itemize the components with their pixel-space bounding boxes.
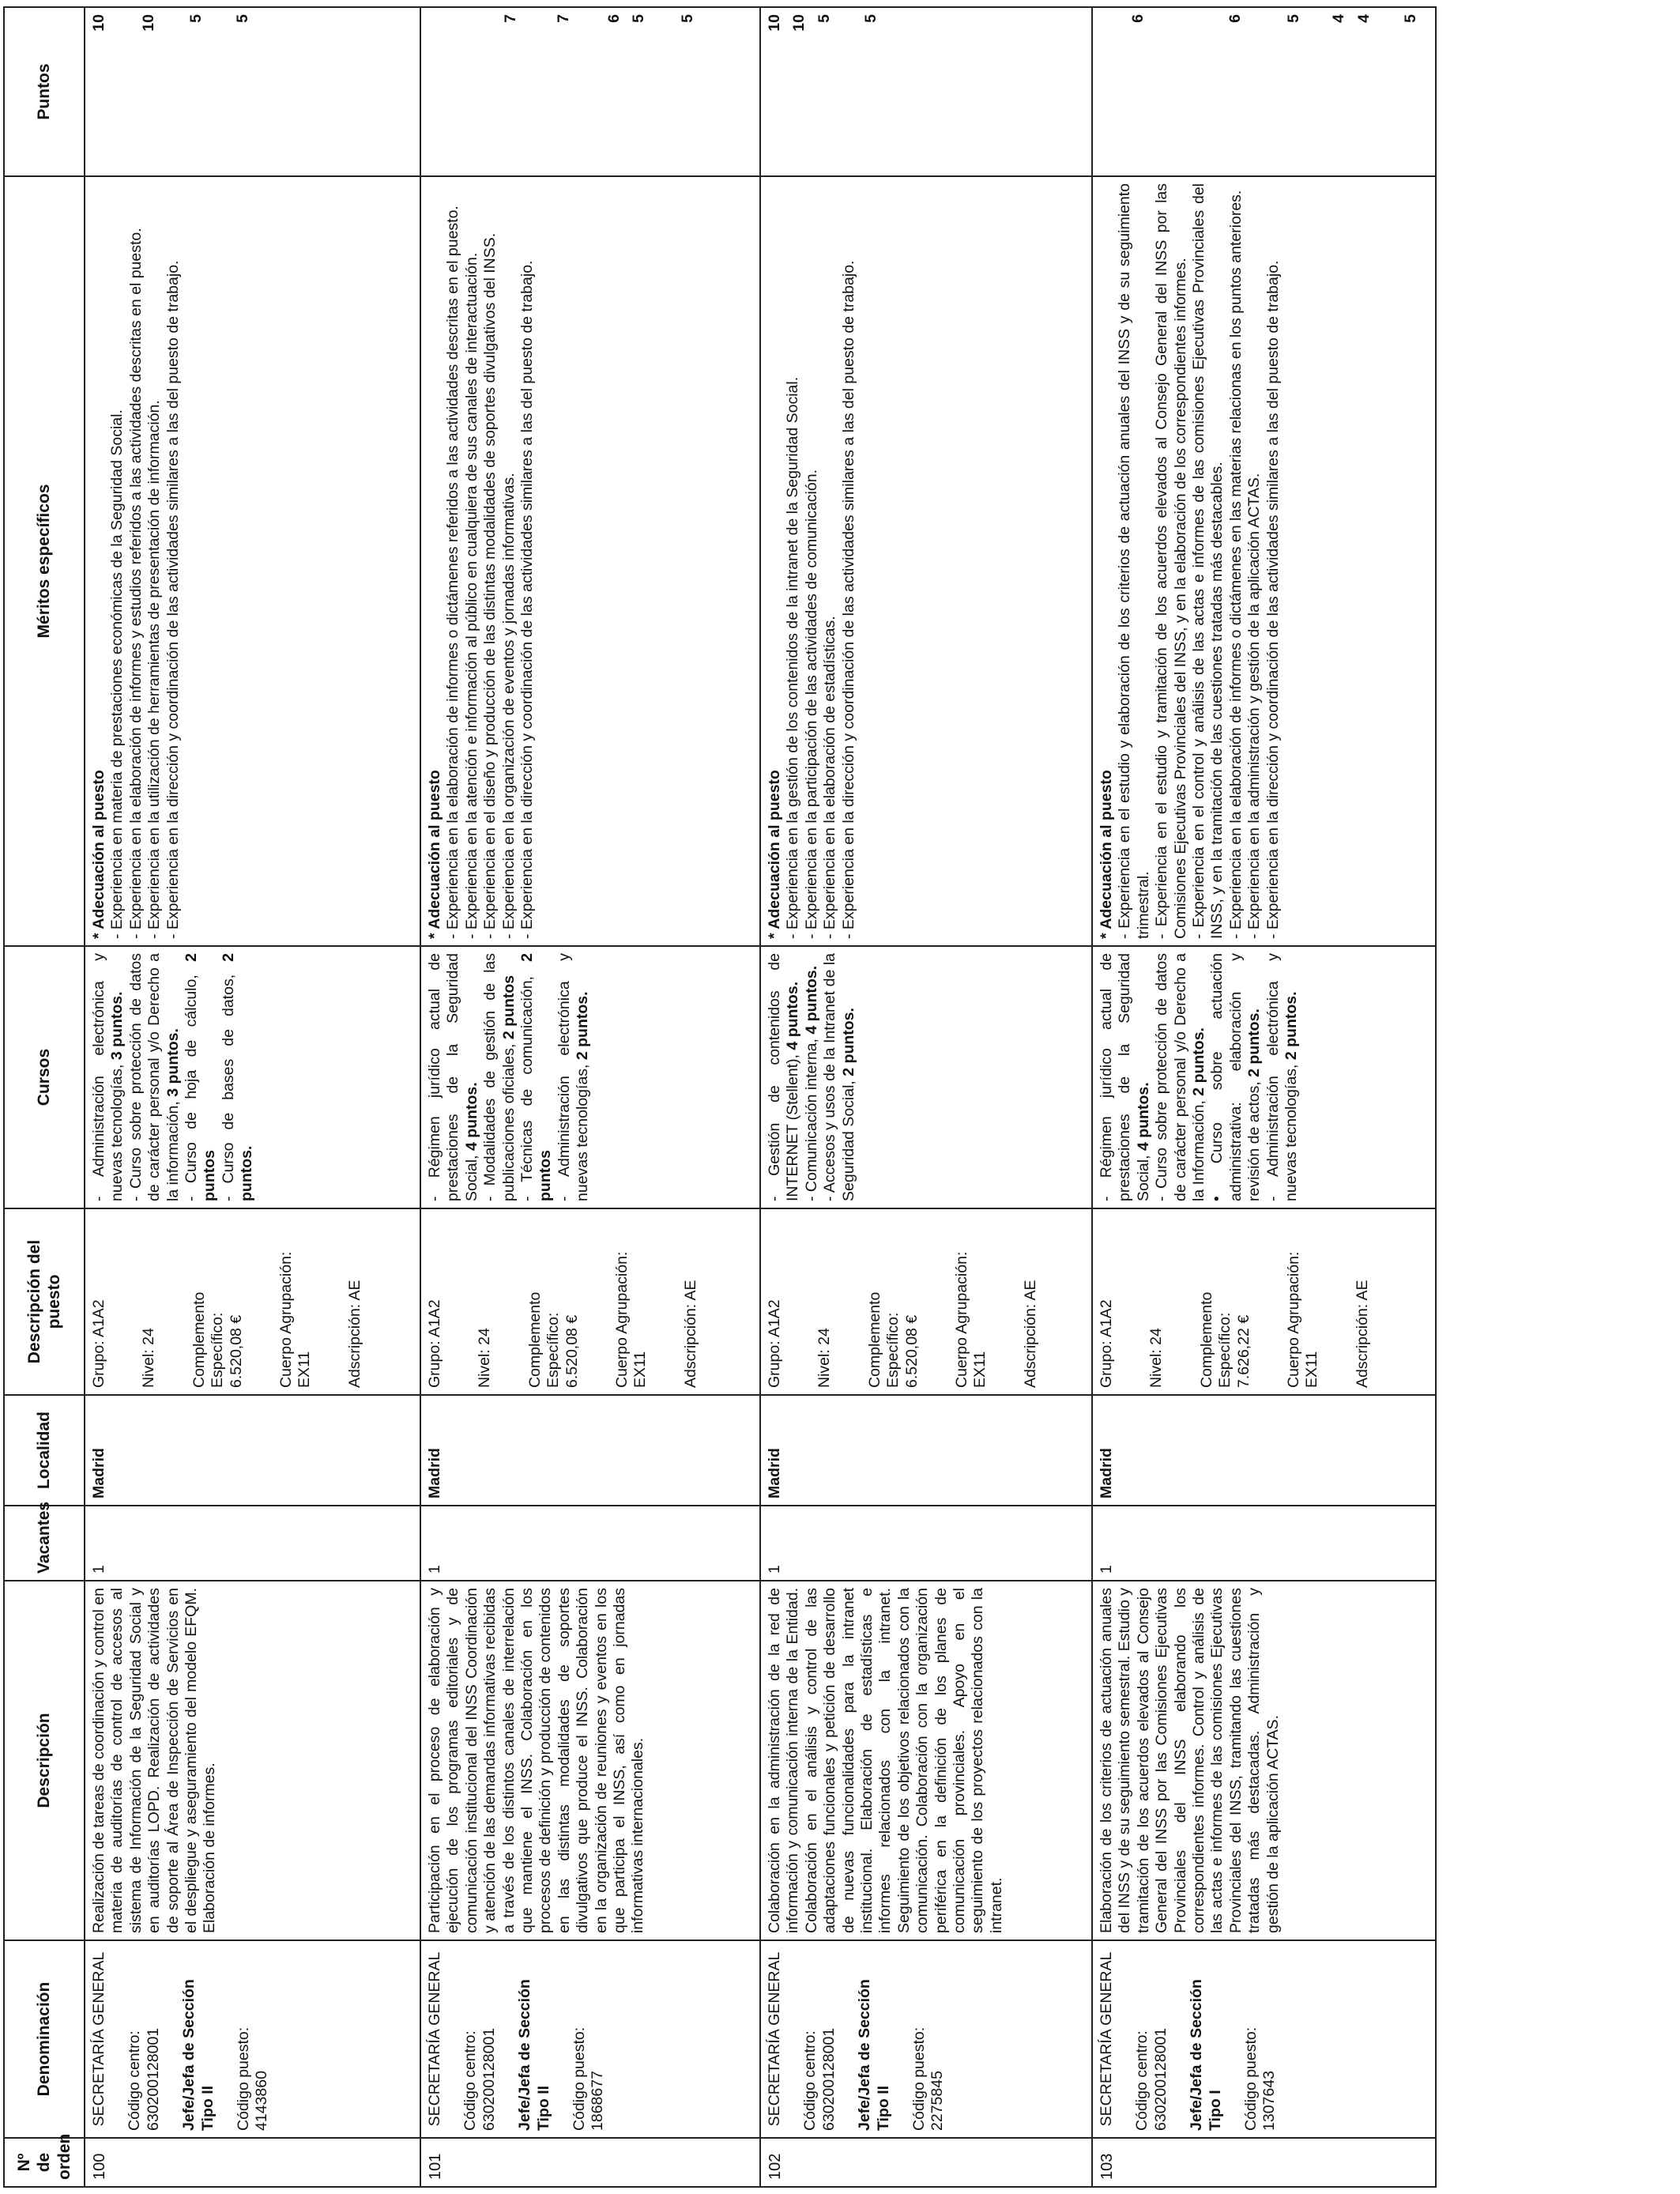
position-code: 4143860 xyxy=(253,2071,271,2131)
merit-points: 10 xyxy=(766,14,783,32)
center-code: 630200128001 xyxy=(819,2027,838,2131)
merit-item: - Experiencia en la dirección y coordinación de las actividades similares a las del puesto de trabajo. xyxy=(164,260,182,939)
merit-item: - Experiencia en el control y análisis de las actas e informes de las comisiones Ejecutivas Provinciales del INSS, y en la tramitación de las cuestiones tratadas más destacables. xyxy=(1189,183,1226,939)
merit-points: 6 xyxy=(605,14,623,23)
merit-item: - Experiencia en la elaboración de estadísticas. xyxy=(821,616,839,939)
unit-name: SECRETARÍA GENERAL xyxy=(90,1951,107,2127)
course-name: - Administración electrónica y nuevas tecnologías, xyxy=(90,953,126,1201)
course-points: 3 puntos. xyxy=(108,991,126,1061)
table-body xyxy=(85,7,1436,2187)
specific-complement: 6.520,08 € xyxy=(563,1314,581,1388)
spacer xyxy=(444,1947,461,2131)
center-code-label: Código centro: xyxy=(801,2030,819,2131)
table-row xyxy=(85,7,420,2187)
course-points: 4 puntos. xyxy=(802,965,820,1035)
course-points: 2 puntos. xyxy=(1282,991,1300,1061)
assignment: Adscripción: AE xyxy=(681,1280,699,1388)
course-name: - Régimen jurídico actual de prestaciones de la Seguridad Social, xyxy=(426,953,480,1201)
table-row xyxy=(420,7,760,2187)
course-name: - Curso de hoja de cálculo, xyxy=(182,961,200,1201)
spacer xyxy=(1322,1216,1354,1388)
spacer xyxy=(784,1947,801,2131)
description-cell: Elaboración de los criterios de actuación anuales del INSS y de su seguimiento semestral. Estudio y tramitación de los acuerdos elevados al Consejo General del INSS por las Comisiones Ejecutivas Provinciales del INSS elaborando los correspondientes informes. Control y análisis de las actas e informes de las comisiones Ejecutivas Provinciales del INSS, tramitando las cuestiones tratadas más destacadas. Administración y gestión de la aplicación ACTAS. xyxy=(1092,1581,1436,1940)
position-code: 2275845 xyxy=(929,2071,947,2131)
spacer xyxy=(1170,1947,1188,2131)
header-descripcion-puesto: Descripción del puesto xyxy=(4,1208,85,1395)
merit-item: - Experiencia en la elaboración de informes y estudios referidos a las actividades descritas en el puesto. xyxy=(126,228,145,939)
description-cell: Realización de tareas de coordinación y control en materia de auditorías de control de accesos al sistema de Información de la Seguridad Social y en auditorías LOPD. Realización de actividades de soporte al Área de Inspección de Servicios en el despliegue y aseguramiento del modelo EFQM. Elaboración de informes. xyxy=(85,1581,420,1940)
course-item xyxy=(183,953,220,1201)
spacer xyxy=(1166,1216,1198,1388)
merit-points: 5 xyxy=(815,14,833,23)
course-name: - Curso sobre protección de datos de carácter personal y/o Derecho a la Información, xyxy=(1153,953,1207,1201)
corps: EX11 xyxy=(971,1351,989,1388)
merits-list xyxy=(784,183,858,939)
course-item xyxy=(766,953,803,1201)
merits-cell xyxy=(420,176,760,946)
spacer xyxy=(1116,1947,1133,2131)
merit-item: - Experiencia en la atención e información al público en cualquiera de sus canales de interactuación. xyxy=(462,252,480,939)
corps-label: Cuerpo Agrupación: xyxy=(277,1251,295,1388)
unit-name: SECRETARÍA GENERAL xyxy=(1098,1951,1115,2127)
merit-points: 6 xyxy=(1129,14,1147,23)
description-cell: Participación en el proceso de elaboración y ejecución de los programas editoriales y de comunicación institucional del INSS Coordinación y atención de las demandas informativas recibidas a través de los distintos canales de interrelación que mantiene el INSS. Colaboración en los procesos de definición y producción de contenidos en las distintas modalidades de soportes divulgativos que produce el INSS. Colaboración en la organización de reuniones y eventos en los que participa el INSS, así como en jornadas informativas internacionales. xyxy=(420,1581,760,1940)
unit-name: SECRETARÍA GENERAL xyxy=(766,1951,783,2127)
denominacion-cell xyxy=(420,1940,760,2138)
position-code-label: Código puesto: xyxy=(1241,2026,1260,2131)
course-points: 2 puntos xyxy=(499,974,518,1040)
position-code: 1868677 xyxy=(589,2071,607,2131)
location-cell: Madrid xyxy=(420,1395,760,1506)
merit-item: - Experiencia en la dirección y coordinación de las actividades similares a las del puesto de trabajo. xyxy=(518,260,536,939)
course-points: 4 puntos. xyxy=(462,1082,480,1152)
merits-cell xyxy=(760,176,1092,946)
points-cell xyxy=(85,7,420,176)
merit-item: - Experiencia en la organización de eventos y jornadas informativas. xyxy=(499,473,518,939)
spacer xyxy=(108,1947,126,2131)
course-name: • Curso sobre actuación administrativa: elaboración y revisión de actos, xyxy=(1208,953,1264,1201)
merit-points: 6 xyxy=(1226,14,1245,23)
merit-points: 4 xyxy=(1330,14,1348,23)
vacancies-table xyxy=(3,6,1437,2188)
course-item xyxy=(127,953,183,1201)
spacer xyxy=(1116,1216,1147,1388)
merits-cell xyxy=(1092,176,1436,946)
merit-item: - Experiencia en materia de prestaciones económicas de la Seguridad Social. xyxy=(108,409,126,939)
merit-points: 5 xyxy=(630,14,648,23)
merits-title: * Adecuación al puesto xyxy=(1098,770,1115,939)
spacer xyxy=(553,1947,571,2131)
spacer xyxy=(834,1216,866,1388)
center-code: 630200128001 xyxy=(1151,2027,1170,2131)
merit-points: 5 xyxy=(1284,14,1302,23)
course-points: 2 puntos. xyxy=(219,953,256,1201)
header-cursos: Cursos xyxy=(4,946,85,1208)
center-code: 630200128001 xyxy=(144,2027,162,2131)
course-name: - Administración electrónica y nuevas tecnologías, xyxy=(555,953,592,1201)
corps-label: Cuerpo Agrupación: xyxy=(952,1251,970,1388)
row-number: 100 xyxy=(85,2138,420,2187)
assignment: Adscripción: AE xyxy=(345,1280,363,1388)
courses-list xyxy=(426,953,593,1201)
row-number: 103 xyxy=(1092,2138,1436,2187)
vacancies-cell: 1 xyxy=(420,1506,760,1581)
location-cell: Madrid xyxy=(1092,1395,1436,1506)
course-name: - Modalidades de gestión de las publicaciones oficiales, xyxy=(481,953,518,1201)
merit-item: - Experiencia en la administración y gestión de la aplicación ACTAS. xyxy=(1245,473,1264,939)
table-header-row xyxy=(4,7,85,2187)
position-code-label: Código puesto: xyxy=(570,2026,588,2131)
spacer xyxy=(163,1947,180,2131)
merit-item: - Experiencia en la dirección y coordinación de las actividades similares a las del puesto de trabajo. xyxy=(1264,260,1282,939)
merit-points: 10 xyxy=(90,14,107,32)
corps: EX11 xyxy=(1303,1351,1321,1388)
assignment: Adscripción: AE xyxy=(1021,1280,1039,1388)
merits-list xyxy=(108,183,183,939)
description-cell: Colaboración en la administración de la red de información y comunicación interna de la Entidad. Colaboración en el análisis y control de las adaptaciones funcionales y petición de desarrollo de nuevas funcionalidades para la intranet institucional. Elaboración de estadísticas e informes relacionados con la intranet. Seguimiento de los objetivos relacionados con la comunicación. Colaboración con la organización periférica en la definición de los planes de comunicación provinciales. Apoyo en el seguimiento de los proyectos relacionados con la intranet. xyxy=(760,1581,1092,1940)
spacer xyxy=(893,1947,910,2131)
course-points: 2 puntos xyxy=(182,953,219,1201)
merit-points: 7 xyxy=(555,14,573,23)
header-denominacion: Denominación xyxy=(4,1940,85,2138)
course-points: 2 puntos. xyxy=(1245,1008,1264,1077)
spacer xyxy=(159,1216,190,1388)
position-title: Jefe/Jefa de Sección Tipo II xyxy=(180,1979,217,2131)
vacancies-cell: 1 xyxy=(760,1506,1092,1581)
courses-list xyxy=(766,953,858,1201)
header-puntos: Puntos xyxy=(4,7,85,176)
course-item xyxy=(821,953,858,1201)
position-details-cell xyxy=(1092,1208,1436,1395)
denominacion-cell xyxy=(760,1940,1092,2138)
denominacion-cell xyxy=(1092,1940,1436,2138)
level: Nivel: 24 xyxy=(140,1328,158,1388)
points-cell xyxy=(1092,7,1436,176)
unit-name: SECRETARÍA GENERAL xyxy=(426,1951,443,2127)
specific-complement: 6.520,08 € xyxy=(902,1314,921,1388)
group: Grupo: A1A2 xyxy=(766,1299,783,1388)
course-points: 4 puntos. xyxy=(784,981,802,1050)
denominacion-cell xyxy=(85,1940,420,2138)
course-points: 3 puntos. xyxy=(164,1028,182,1097)
course-item xyxy=(426,953,481,1201)
merit-points: 5 xyxy=(186,14,205,23)
position-details-cell xyxy=(760,1208,1092,1395)
specific-complement: 7.626,22 € xyxy=(1234,1314,1252,1388)
points-cell xyxy=(760,7,1092,176)
course-item xyxy=(803,953,821,1201)
course-item xyxy=(1208,953,1264,1201)
merits-cell xyxy=(85,176,420,946)
position-title: Jefe/Jefa de Sección Tipo II xyxy=(856,1979,892,2131)
merit-points: 4 xyxy=(1354,14,1373,23)
courses-cell xyxy=(85,946,420,1208)
merit-item: - Experiencia en el diseño y producción de las distintas modalidades de soportes divulgativos del INSS. xyxy=(481,232,499,939)
location-cell: Madrid xyxy=(85,1395,420,1506)
center-code-label: Código centro: xyxy=(461,2030,480,2131)
course-points: 2 puntos. xyxy=(574,991,592,1061)
header-localidad: Localidad xyxy=(4,1395,85,1506)
position-title: Jefe/Jefa de Sección Tipo I xyxy=(1188,1979,1224,2131)
spacer xyxy=(499,1947,516,2131)
header-descripcion: Descripción xyxy=(4,1581,85,1940)
table-row xyxy=(1092,7,1436,2187)
center-code-label: Código centro: xyxy=(126,2030,144,2131)
course-item xyxy=(1264,953,1301,1201)
merits-title: * Adecuación al puesto xyxy=(766,770,783,939)
position-code: 1307643 xyxy=(1260,2071,1279,2131)
course-name: - Administración electrónica y nuevas tecnologías, xyxy=(1264,953,1300,1201)
merit-points: 10 xyxy=(140,14,158,32)
corps-label: Cuerpo Agrupación: xyxy=(612,1251,631,1388)
spacer xyxy=(1253,1216,1285,1388)
header-vacantes: Vacantes xyxy=(4,1506,85,1581)
course-name: - Curso sobre protección de datos de carácter personal y/o Derecho a la información, xyxy=(126,953,182,1201)
course-name: - Régimen jurídico actual de prestaciones de la Seguridad Social, xyxy=(1098,953,1152,1201)
spacer xyxy=(650,1216,682,1388)
course-points: 4 puntos. xyxy=(1134,1082,1152,1152)
courses-cell xyxy=(420,946,760,1208)
vacancies-cell: 1 xyxy=(1092,1506,1436,1581)
group: Grupo: A1A2 xyxy=(426,1299,443,1388)
spacer xyxy=(921,1216,953,1388)
level: Nivel: 24 xyxy=(476,1328,494,1388)
specific-complement: 6.520,08 € xyxy=(227,1314,245,1388)
spacer xyxy=(108,1216,140,1388)
group: Grupo: A1A2 xyxy=(1098,1299,1115,1388)
merit-points: 10 xyxy=(790,14,808,32)
merits-title: * Adecuación al puesto xyxy=(90,770,107,939)
courses-cell xyxy=(1092,946,1436,1208)
merit-item: - Experiencia en el estudio y elaboración de los criterios de actuación anuales del INSS y de su seguimiento trimestral. xyxy=(1116,183,1152,939)
course-points: 2 puntos. xyxy=(1189,1027,1207,1096)
merits-list xyxy=(1116,183,1283,939)
specific-complement-label: Complemento Específico: xyxy=(865,1291,902,1388)
merit-item: - Experiencia en la participación de las actividades de comunicación. xyxy=(802,469,820,939)
course-name: - Curso de bases de datos, xyxy=(219,961,237,1201)
spacer xyxy=(217,1947,235,2131)
vacancies-cell: 1 xyxy=(85,1506,420,1581)
merit-item: - Experiencia en la dirección y coordinación de las actividades similares a las del puesto de trabajo. xyxy=(839,260,857,939)
merit-points: 7 xyxy=(502,14,519,23)
row-number: 102 xyxy=(760,2138,1092,2187)
corps: EX11 xyxy=(296,1351,314,1388)
course-item xyxy=(1153,953,1208,1201)
location-cell: Madrid xyxy=(760,1395,1092,1506)
center-code-label: Código centro: xyxy=(1133,2030,1151,2131)
course-points: 2 puntos. xyxy=(839,1008,857,1076)
courses-cell xyxy=(760,946,1092,1208)
spacer xyxy=(990,1216,1022,1388)
course-item xyxy=(556,953,593,1201)
group: Grupo: A1A2 xyxy=(90,1299,107,1388)
course-item xyxy=(518,953,556,1201)
course-item xyxy=(481,953,518,1201)
spacer xyxy=(1225,1947,1242,2131)
merits-list xyxy=(444,183,537,939)
header-orden: Nº de orden xyxy=(4,2138,85,2187)
center-code: 630200128001 xyxy=(480,2027,498,2131)
row-number: 101 xyxy=(420,2138,760,2187)
course-name: - Gestión de contenidos de INTERNET (Stellent), xyxy=(766,953,802,1201)
courses-list xyxy=(1098,953,1301,1201)
specific-complement-label: Complemento Específico: xyxy=(190,1291,227,1388)
level: Nivel: 24 xyxy=(816,1328,834,1388)
merits-title: * Adecuación al puesto xyxy=(426,770,443,939)
position-details-cell xyxy=(85,1208,420,1395)
position-details-cell xyxy=(420,1208,760,1395)
spacer xyxy=(784,1216,816,1388)
merit-points: 5 xyxy=(678,14,696,23)
points-cell xyxy=(420,7,760,176)
assignment: Adscripción: AE xyxy=(1353,1280,1371,1388)
merit-item: - Experiencia en la gestión de los contenidos de la intranet de la Seguridad Social. xyxy=(784,376,802,939)
course-item xyxy=(220,953,257,1201)
position-title: Jefe/Jefa de Sección Tipo II xyxy=(516,1979,552,2131)
position-code-label: Código puesto: xyxy=(234,2026,252,2131)
spacer xyxy=(582,1216,613,1388)
spacer xyxy=(315,1216,346,1388)
course-name: - Técnicas de comunicación, xyxy=(518,961,536,1201)
course-item xyxy=(90,953,127,1201)
table-row xyxy=(760,7,1092,2187)
spacer xyxy=(838,1947,856,2131)
merit-points: 5 xyxy=(1401,14,1419,23)
corps: EX11 xyxy=(631,1351,650,1388)
merit-points: 5 xyxy=(862,14,880,23)
merit-item: - Experiencia en la elaboración de informes o dictámenes en las materias relacionas en los puntos anteriores. xyxy=(1226,190,1245,939)
course-points: 2 puntos xyxy=(518,953,555,1201)
spacer xyxy=(246,1216,277,1388)
header-meritos: Méritos específicos xyxy=(4,176,85,946)
course-name: - Accesos y usos de la Intranet de la Seguridad Social, xyxy=(821,953,857,1201)
spacer xyxy=(495,1216,526,1388)
corps-label: Cuerpo Agrupación: xyxy=(1284,1251,1302,1388)
position-code-label: Código puesto: xyxy=(910,2026,928,2131)
course-item xyxy=(1098,953,1153,1201)
merit-item: - Experiencia en la utilización de herramientas de presentación de información. xyxy=(145,400,164,939)
spacer xyxy=(444,1216,476,1388)
specific-complement-label: Complemento Específico: xyxy=(525,1291,563,1388)
courses-list xyxy=(90,953,257,1201)
course-name: - Comunicación interna, xyxy=(802,1034,820,1201)
merit-item: - Experiencia en el estudio y tramitación de los acuerdos elevados al Consejo General del INSS por las Comisiones Ejecutivas Provinciales del INSS, y en la elaboración de los correspondientes informes. xyxy=(1153,183,1189,939)
level: Nivel: 24 xyxy=(1147,1328,1166,1388)
merit-points: 5 xyxy=(234,14,252,23)
merit-item: - Experiencia en la elaboración de informes o dictámenes referidos a las actividades descritas en el puesto. xyxy=(444,205,462,939)
specific-complement-label: Complemento Específico: xyxy=(1197,1291,1234,1388)
